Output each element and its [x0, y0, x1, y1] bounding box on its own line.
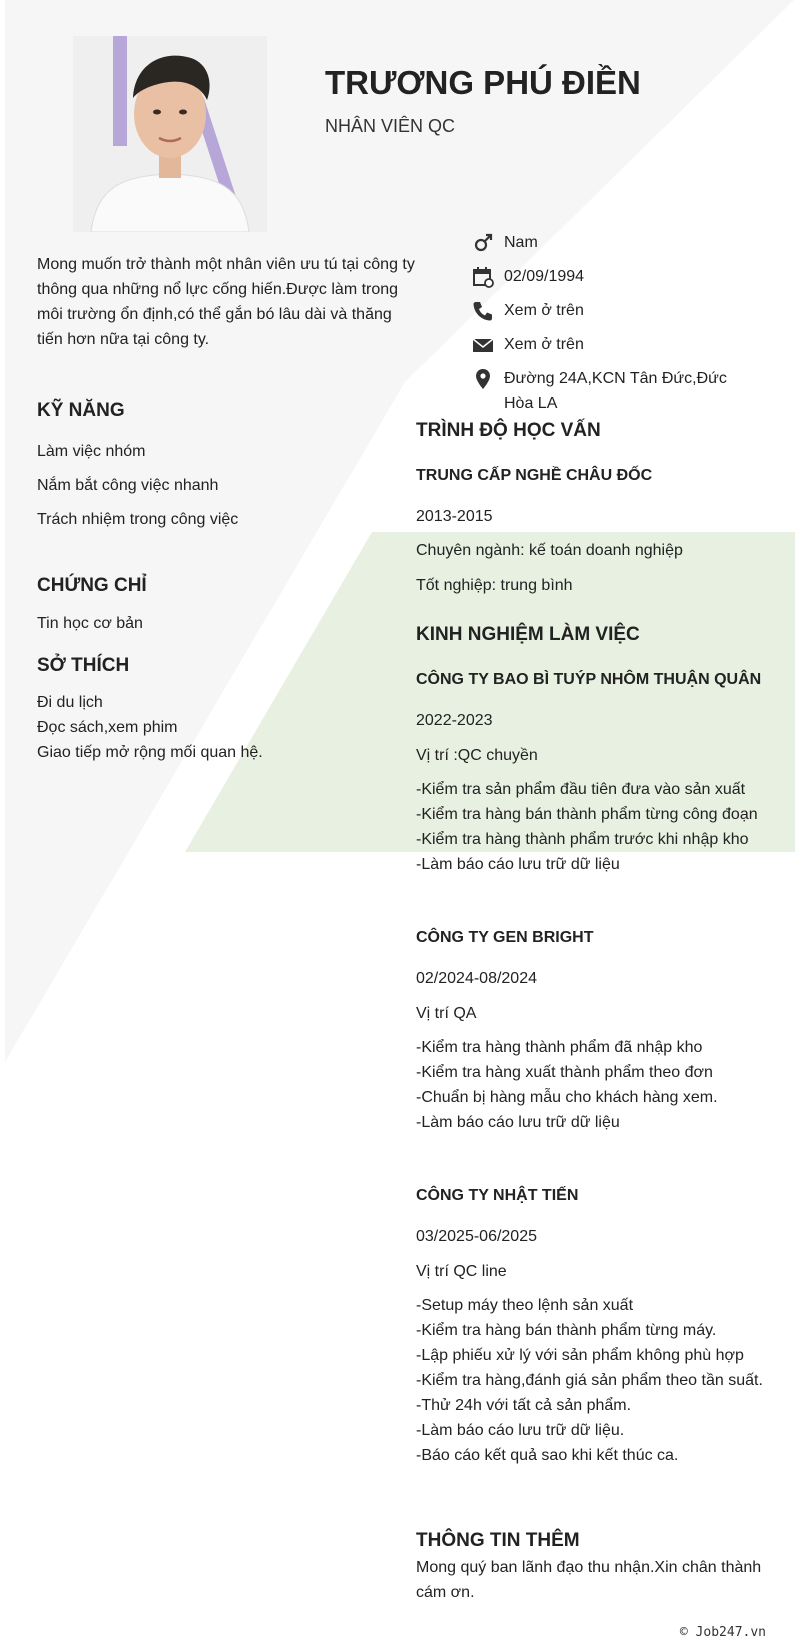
job-company: CÔNG TY GEN BRIGHT	[416, 929, 594, 946]
job-position: Vị trí QA	[416, 1005, 477, 1022]
mail-icon	[472, 334, 494, 356]
job-duty: -Setup máy theo lệnh sản xuất	[416, 1297, 634, 1314]
candidate-title: NHÂN VIÊN QC	[325, 116, 456, 136]
candidate-name: TRƯƠNG PHÚ ĐIỀN	[325, 64, 641, 101]
job-company: CÔNG TY NHẬT TIẾN	[416, 1187, 579, 1204]
job-duty: -Kiểm tra hàng xuất thành phẩm theo đơn	[416, 1064, 713, 1081]
location-icon	[472, 368, 494, 390]
job-duty: -Kiểm tra hàng bán thành phẩm từng máy.	[416, 1322, 717, 1339]
job-duty: -Báo cáo kết quả sao khi kết thúc ca.	[416, 1447, 679, 1464]
birthday-value: 02/09/1994	[504, 268, 585, 285]
job-company: CÔNG TY BAO BÌ TUÝP NHÔM THUẬN QUÂN	[416, 671, 762, 688]
job-duty: -Kiểm tra sản phẩm đầu tiên đưa vào sản xuất	[416, 781, 746, 798]
education-major: Chuyên ngành: kế toán doanh nghiệp	[416, 542, 683, 559]
certificate-item: Tin học cơ bản	[37, 615, 143, 632]
job-period: 2022-2023	[416, 712, 493, 729]
additional-text: Mong quý ban lãnh đạo thu nhận.Xin chân thành cám ơn.	[416, 1559, 762, 1601]
job-duties	[416, 1293, 786, 1468]
hobby-item: Đọc sách,xem phim	[37, 719, 178, 736]
job-duty: -Lập phiếu xử lý với sản phẩm không phù hợp	[416, 1347, 744, 1364]
phone-icon	[472, 300, 494, 322]
gender-icon	[472, 232, 494, 254]
job-duty: -Kiểm tra hàng thành phẩm trước khi nhập kho	[416, 831, 749, 848]
hobby-item: Đi du lịch	[37, 694, 103, 711]
email-value: Xem ở trên	[504, 336, 584, 353]
contact-email	[472, 332, 772, 357]
avatar-photo	[73, 36, 267, 232]
job-duty: -Thử 24h với tất cả sản phẩm.	[416, 1397, 632, 1414]
phone-value: Xem ở trên	[504, 302, 584, 319]
skill-item: Làm việc nhóm	[37, 443, 146, 460]
contact-gender	[472, 230, 772, 255]
skill-item: Trách nhiệm trong công việc	[37, 511, 239, 528]
additional-heading: THÔNG TIN THÊM	[416, 1530, 580, 1551]
certificates-heading: CHỨNG CHỈ	[37, 575, 147, 596]
education-school: TRUNG CẤP NGHỀ CHÂU ĐỐC	[416, 467, 653, 484]
job-duty: -Làm báo cáo lưu trữ dữ liệu	[416, 856, 620, 873]
education-heading: TRÌNH ĐỘ HỌC VẤN	[416, 420, 601, 441]
job-duty: -Kiểm tra hàng bán thành phẩm từng công đoạn	[416, 806, 758, 823]
contact-address	[472, 366, 742, 416]
calendar-icon	[472, 266, 494, 288]
job-period: 02/2024-08/2024	[416, 970, 537, 987]
job-duty: -Làm báo cáo lưu trữ dữ liệu	[416, 1114, 620, 1131]
job-duty: -Kiểm tra hàng,đánh giá sản phẩm theo tần suất.	[416, 1372, 763, 1389]
gender-value: Nam	[504, 234, 538, 251]
skills-heading: KỸ NĂNG	[37, 400, 125, 421]
education-grade: Tốt nghiệp: trung bình	[416, 577, 573, 594]
footer-credit: © Job247.vn	[679, 1625, 766, 1640]
contact-phone	[472, 298, 772, 323]
job-position: Vị trí QC line	[416, 1263, 507, 1280]
skill-item: Nắm bắt công việc nhanh	[37, 477, 219, 494]
job-period: 03/2025-06/2025	[416, 1228, 537, 1245]
experience-heading: KINH NGHIỆM LÀM VIỆC	[416, 624, 640, 645]
career-objective: Mong muốn trở thành một nhân viên ưu tú tại công ty thông qua những nổ lực cống hiến.Được làm trong môi trường ổn định,có thể gắn bó lâu dài và thăng tiến hơn nữa tại công ty.	[37, 256, 415, 348]
hobbies-heading: SỞ THÍCH	[37, 655, 130, 676]
job-duty: -Kiểm tra hàng thành phẩm đã nhập kho	[416, 1039, 703, 1056]
job-duty: -Làm báo cáo lưu trữ dữ liệu.	[416, 1422, 625, 1439]
education-period: 2013-2015	[416, 508, 493, 525]
job-position: Vị trí :QC chuyền	[416, 747, 538, 764]
job-duties	[416, 1035, 786, 1135]
contact-birthday	[472, 264, 772, 289]
job-duties	[416, 777, 786, 877]
job-duty: -Chuẩn bị hàng mẫu cho khách hàng xem.	[416, 1089, 718, 1106]
address-value: Đường 24A,KCN Tân Đức,Đức Hòa LA	[504, 370, 727, 412]
hobby-item: Giao tiếp mở rộng mối quan hệ.	[37, 744, 263, 761]
